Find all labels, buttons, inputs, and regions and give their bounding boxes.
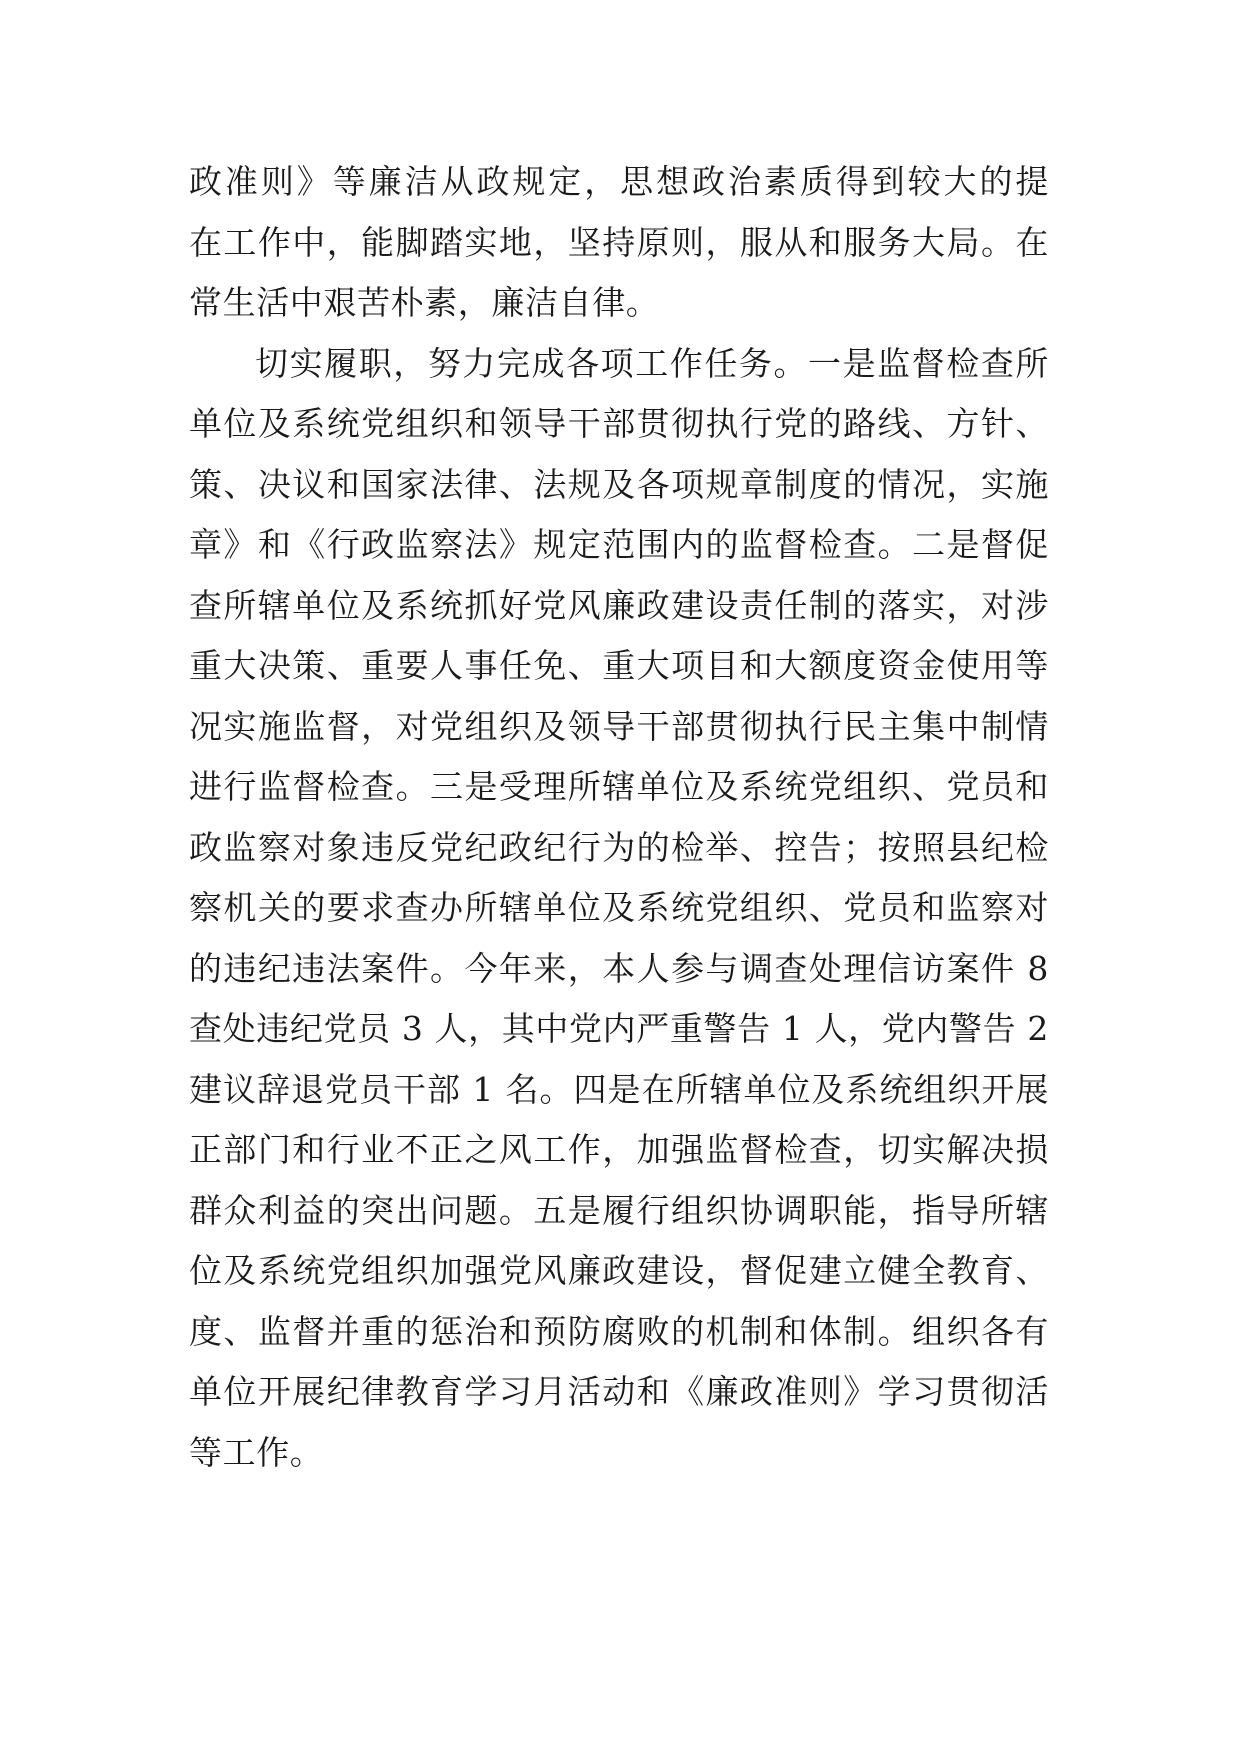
text-line: 查处违纪党员 3 人，其中党内严重警告 1 人，党内警告 2 [189, 1009, 1049, 1048]
body-text [189, 152, 1049, 1483]
text-line: 等工作。 [189, 1432, 324, 1472]
text-line: 察机关的要求查办所辖单位及系统党组织、党员和监察对 [189, 888, 1049, 927]
text-line: 章》和《行政监察法》规定范围内的监督检查。二是督促 [189, 525, 1049, 564]
text-line: 位及系统党组织加强党风廉政建设，督促建立健全教育、 [189, 1251, 1049, 1290]
text-line: 单位及系统党组织和领导干部贯彻执行党的路线、方针、 [189, 404, 1049, 443]
text-line: 进行监督检查。三是受理所辖单位及系统党组织、党员和 [189, 767, 1049, 806]
text-line: 政准则》等廉洁从政规定，思想政治素质得到较大的提 [189, 162, 1049, 201]
text-line: 群众利益的突出问题。五是履行组织协调职能，指导所辖 [189, 1190, 1049, 1230]
text-line: 策、决议和国家法律、法规及各项规章制度的情况，实施 [189, 464, 1049, 504]
text-line: 重大决策、重要人事任免、重大项目和大额度资金使用等 [189, 646, 1049, 685]
text-line: 政监察对象违反党纪政纪行为的检举、控告；按照县纪检 [189, 827, 1049, 867]
text-line: 查所辖单位及系统抓好党风廉政建设责任制的落实，对涉 [189, 585, 1049, 625]
text-line: 常生活中艰苦朴素，廉洁自律。 [189, 283, 660, 322]
text-line: 正部门和行业不正之风工作，加强监督检查，切实解决损 [189, 1130, 1049, 1169]
paragraph-first-line: 切实履职，努力完成各项工作任务。一是监督检查所 [255, 343, 1049, 383]
text-line: 度、监督并重的惩治和预防腐败的机制和体制。组织各有 [189, 1311, 1049, 1351]
text-line: 在工作中，能脚踏实地，坚持原则，服从和服务大局。在 [189, 222, 1049, 262]
text-line: 况实施监督，对党组织及领导干部贯彻执行民主集中制情 [189, 706, 1049, 746]
text-line: 单位开展纪律教育学习月活动和《廉政准则》学习贯彻活 [189, 1372, 1049, 1411]
text-line: 建议辞退党员干部 1 名。四是在所辖单位及系统组织开展 [189, 1069, 1049, 1109]
text-line: 的违纪违法案件。今年来，本人参与调查处理信访案件 8 [189, 948, 1049, 988]
